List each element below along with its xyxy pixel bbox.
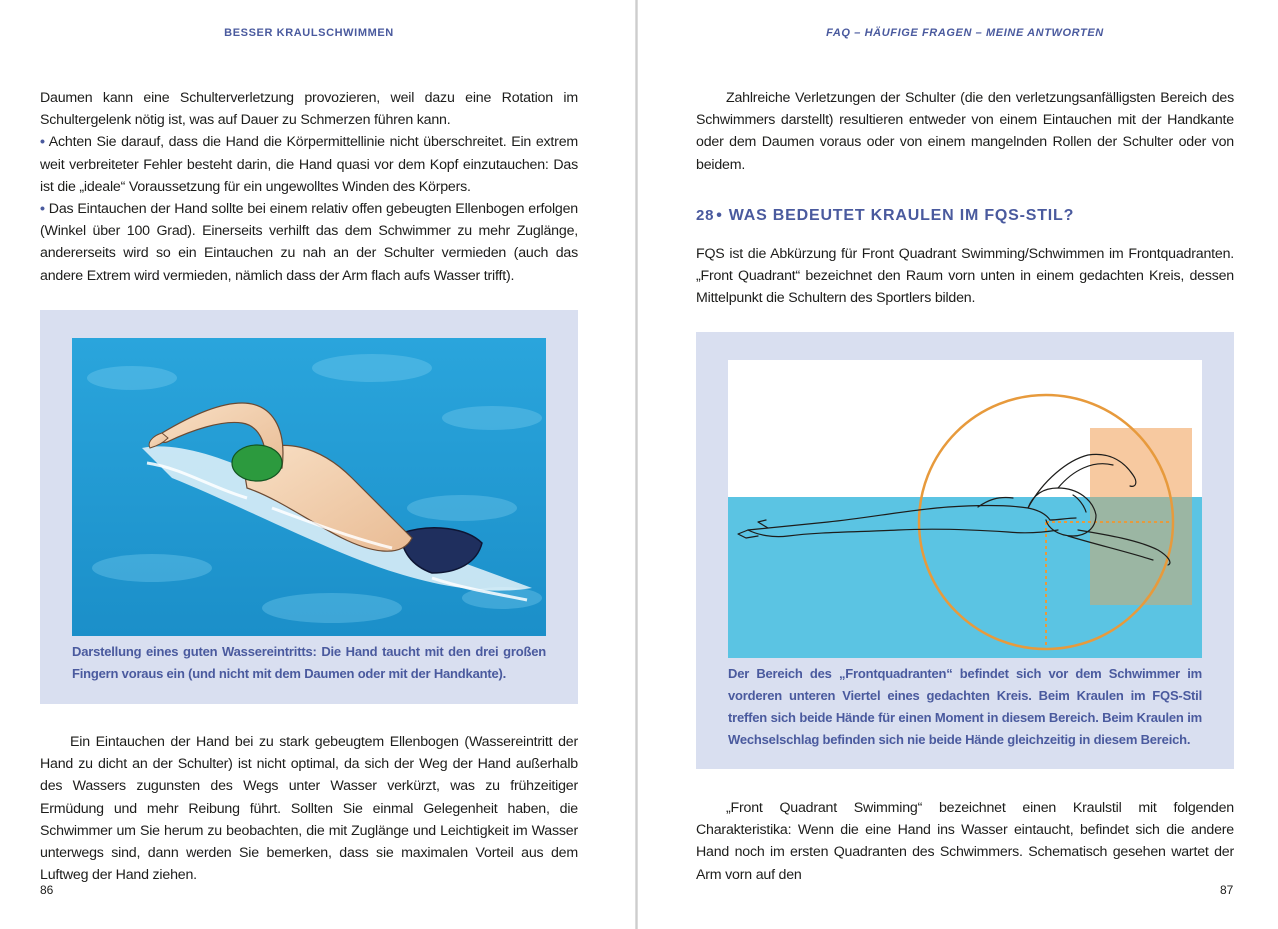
right-paragraph-1: Zahlreiche Verletzungen der Schulter (die den verletzungsanfälligsten Bereich des Schwimmers darstellt) resultieren entweder von einem Eintauchen mit der Handkante oder dem Daumen voraus oder von einem mangelnden Rollen der Schulter oder von beidem. — [696, 90, 1234, 173]
swimmer-water-entry-illustration — [72, 338, 546, 636]
right-paragraph-3: „Front Quadrant Swimming“ bezeichnet einen Kraulstil mit folgenden Charakteristika: Wenn die eine Hand ins Wasser eintaucht, befindet sich die andere Hand noch im ersten Quadranten des Schwimmers. Schematisch gesehen wartet der Arm vorn auf den — [696, 800, 1234, 883]
figure-front-quadrant — [696, 332, 1234, 769]
question-dot: • — [716, 207, 723, 224]
bullet-text-2: Das Eintauchen der Hand sollte bei einem relativ offen gebeugten Ellenbogen erfolgen (Winkel über 100 Grad). Einerseits verhilft das dem Schwimmer zu mehr Zuglänge, andererseits wird so ein Eintauchen zu nah an der Schulter vermieden (auch das andere Extrem wird vermieden, nämlich dass der Arm flach aufs Wasser trifft). — [40, 201, 578, 284]
bullet-item-2 — [40, 198, 578, 287]
right-paragraph-2: FQS ist die Abkürzung für Front Quadrant Swimming/Schwimmen im Frontquadranten. „Front Quadrant“ bezeichnet den Raum vorn unten in einem gedachten Kreis, dessen Mittelpunkt die Schultern des Sportlers bilden. — [696, 246, 1234, 307]
right-lower-text — [696, 797, 1234, 886]
bullet-icon: • — [40, 201, 45, 218]
front-quadrant-lower — [1090, 497, 1192, 605]
question-heading — [696, 207, 1234, 225]
right-middle-text — [696, 243, 1234, 310]
left-lower-text — [40, 731, 578, 886]
left-page — [0, 0, 636, 929]
question-title: WAS BEDEUTET KRAULEN IM FQS-STIL? — [728, 207, 1075, 224]
bullet-icon: • — [40, 134, 45, 151]
front-quadrant-diagram — [728, 360, 1202, 658]
bullet-item-1 — [40, 131, 578, 198]
page-number-left: 86 — [40, 883, 54, 897]
right-upper-text — [696, 87, 1234, 176]
bullet-text-1: Achten Sie darauf, dass die Hand die Körpermittellinie nicht überschreitet. Ein extrem weit verbreiteter Fehler besteht darin, die Hand quasi vor dem Kopf einzutauchen: Das ist die „ideale“ Voraussetzung für ein ungewolltes Winden des Körpers. — [40, 134, 578, 195]
right-page — [638, 0, 1278, 929]
swim-cap — [232, 445, 282, 481]
figure-water-entry — [40, 310, 578, 704]
left-paragraph-2: Ein Eintauchen der Hand bei zu stark gebeugtem Ellenbogen (Wassereintritt der Hand zu dicht an der Schulter) ist nicht optimal, da sich der Weg der Hand außerhalb des Wassers zugunsten des Wegs unter Wasser verkürzt, was zu frühzeitiger Ermüdung und mehr Reibung führt. Sollten Sie einmal Gelegenheit haben, die Schwimmer um Sie herum zu beobachten, die mit Zuglänge und Leichtigkeit im Wasser unterwegs sind, dann werden Sie bemerken, dass sie maximalen Vorteil aus dem Luftweg der Hand ziehen. — [40, 734, 578, 884]
question-number: 28 — [696, 207, 715, 224]
running-head: FAQ – HÄUFIGE FRAGEN – MEINE ANTWORTEN — [826, 27, 1104, 39]
left-paragraph-1: Daumen kann eine Schulterverletzung provozieren, weil dazu eine Rotation im Schultergelenk nötig ist, was auf Dauer zu Schmerzen führen kann. — [40, 90, 578, 129]
running-head: BESSER KRAULSCHWIMMEN — [224, 27, 394, 39]
figure-caption-right: Der Bereich des „Frontquadranten“ befindet sich vor dem Schwimmer im vorderen unteren Viertel eines gedachten Kreis. Beim Kraulen im FQS-Stil treffen sich beide Hände für einen Moment in diesem Bereich. Beim Kraulen im Wechselschlag befinden sich nie beide Hände gleichzeitig in diesem Bereich. — [728, 666, 1202, 747]
page-number-right: 87 — [1220, 883, 1234, 897]
figure-caption-left: Darstellung eines guten Wassereintritts: Die Hand taucht mit den drei großen Fingern voraus ein (und nicht mit dem Daumen oder mit der Handkante). — [72, 644, 546, 681]
left-upper-text — [40, 87, 578, 287]
